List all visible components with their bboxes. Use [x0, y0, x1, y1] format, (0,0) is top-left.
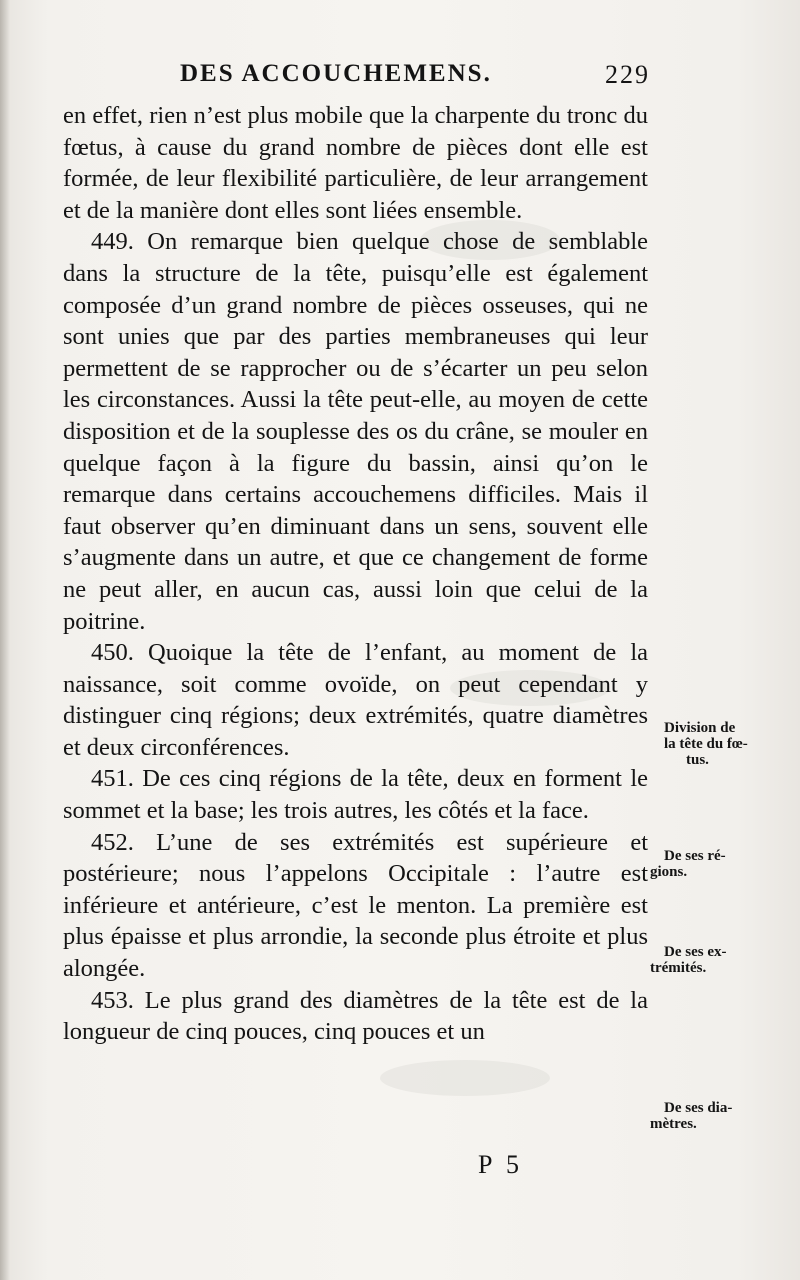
margin-note-extremites	[650, 944, 794, 976]
page-number: 229	[605, 60, 650, 89]
margin-note-division	[664, 720, 794, 768]
paragraph-text: De ces cinq régions de la tête, deux en forment le sommet et la base; les trois autres, les côtés et la face.	[63, 765, 649, 825]
margin-note-line: gions.	[650, 864, 688, 880]
running-head	[180, 60, 660, 96]
paragraph-452	[63, 827, 648, 985]
margin-note-line: De ses ex-	[664, 944, 727, 960]
margin-note-line: De ses ré-	[664, 848, 726, 864]
paragraph-text: On remarque bien quelque chose de semblable dans la structure de la tête, puisqu’elle est également composée d’un grand nombre de pièces osseuses, qui ne sont unies que par des parties membraneuses qui leur permettent de se rapprocher ou de s’écarter un peu selon les circonstances. Aussi la tête peut-elle, au moyen de cette disposition et de la souplesse des os du crâne, se mouler en quelque façon à la figure du bassin, ainsi qu’on le remarque dans certains accouchemens difficiles. Mais il faut observer qu’en diminuant dans un sens, souvent elle s’augmente dans un autre, et que ce changement de forme ne peut aller, en aucun cas, aussi loin que celui de la poitrine.	[63, 228, 648, 635]
paragraph-449	[63, 226, 648, 637]
margin-note-line: la tête du fœ-	[664, 736, 748, 752]
paragraph-number: 449.	[91, 228, 134, 256]
paragraph-450	[63, 637, 648, 763]
body-text	[63, 100, 648, 1048]
paragraph-number: 453.	[91, 986, 134, 1014]
paragraph-text: Quoique la tête de l’enfant, au moment de la naissance, soit comme ovoïde, on peut cependant y distinguer cinq régions; deux extrémités, quatre diamètres et deux circonférences.	[63, 639, 649, 761]
margin-note-line: tus.	[686, 752, 709, 768]
paragraph-text: en effet, rien n’est plus mobile que la charpente du tronc du fœtus, à cause du grand nombre de pièces dont elle est formée, de leur flexibilité particulière, de leur arrangement et de la manière dont elles sont liées ensemble.	[63, 102, 648, 224]
paragraph-number: 451.	[91, 765, 134, 793]
page-edge-shadow	[0, 0, 10, 1280]
margin-note-line: De ses dia-	[664, 1100, 733, 1116]
paragraph-453	[63, 985, 648, 1048]
margin-note-line: trémités.	[650, 960, 707, 976]
paragraph-text: Le plus grand des diamètres de la tête est de la longueur de cinq pouces, cinq pouces et un	[63, 986, 648, 1046]
margin-note-regions	[650, 848, 794, 880]
signature-mark: P 5	[478, 1150, 523, 1179]
paragraph-451	[63, 763, 648, 826]
paragraph-number: 452.	[91, 828, 134, 856]
paragraph-text: L’une de ses extrémités est supérieure et postérieure; nous l’appelons Occipitale : l’autre est inférieure et antérieure, c’est le menton. La première est plus épaisse et plus arrondie, la seconde plus étroite et plus alongée.	[63, 828, 648, 983]
paragraph-number: 450.	[91, 639, 134, 667]
margin-note-line: mètres.	[650, 1116, 697, 1132]
running-title: DES ACCOUCHEMENS.	[180, 60, 492, 87]
margin-note-diametres	[650, 1100, 794, 1132]
margin-note-line: Division de	[664, 720, 736, 736]
paragraph-continuation	[63, 100, 648, 226]
paper-stain	[380, 1060, 550, 1096]
